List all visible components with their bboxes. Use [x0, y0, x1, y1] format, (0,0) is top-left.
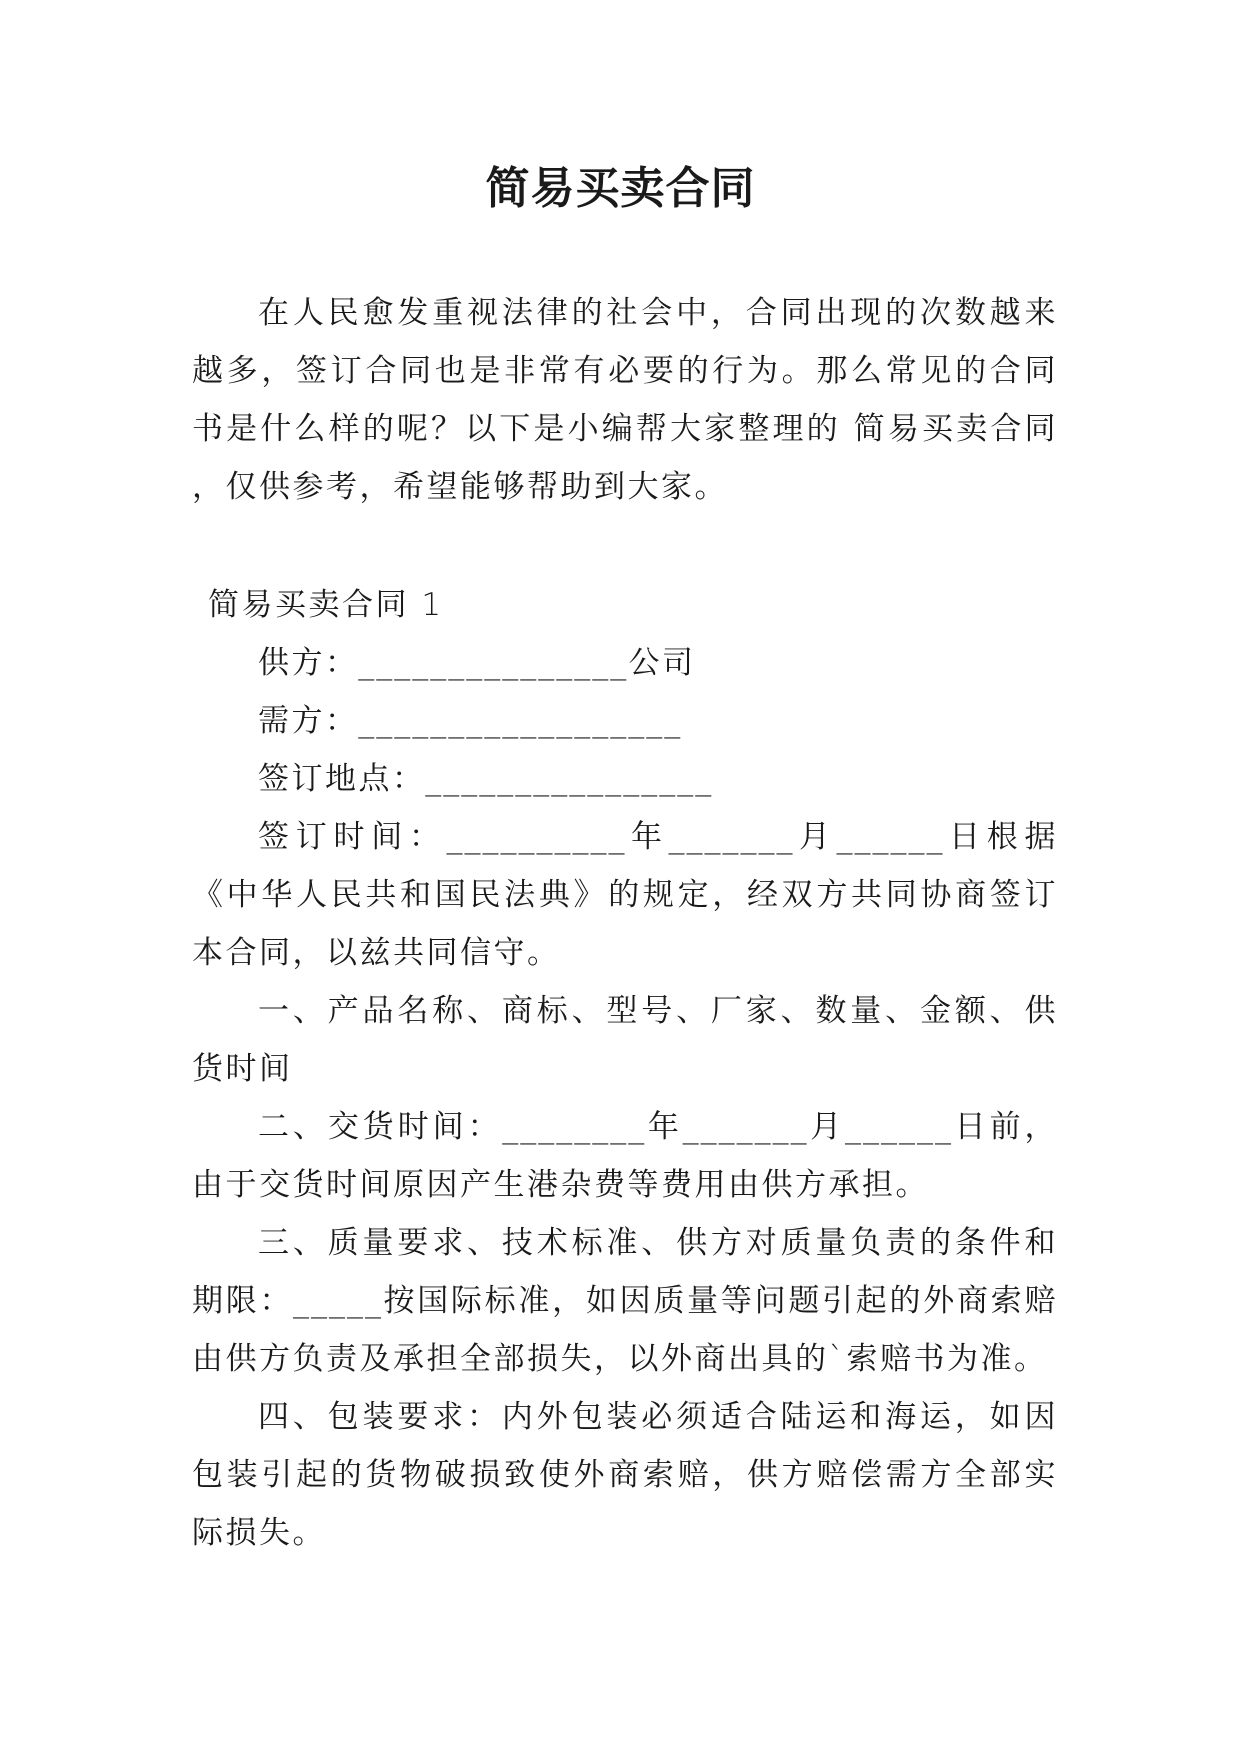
buyer-line: 需方：__________________ — [258, 703, 683, 739]
signing-time-paragraph: 签订时间：__________年_______月______日根据《中华人民共和国民法典》的规定，经双方共同协商签订本合同，以兹共同信守。 — [192, 819, 1058, 971]
contract-section — [192, 576, 1058, 1562]
intro-paragraph: 在人民愈发重视法律的社会中，合同出现的次数越来越多，签订合同也是非常有必要的行为。那么常见的合同书是什么样的呢？以下是小编帮大家整理的 简易买卖合同 ，仅供参考，希望能够帮助到大家。 — [192, 295, 1058, 505]
contract-heading: 简易买卖合同 1 — [208, 587, 444, 623]
document-title: 简易买卖合同 — [485, 163, 756, 214]
clause-4-paragraph: 四、包装要求：内外包装必须适合陆运和海运，如因包装引起的货物破损致使外商索赔，供方赔偿需方全部实际损失。 — [192, 1399, 1058, 1551]
supplier-line: 供方：_______________公司 — [258, 645, 696, 681]
clause-3-paragraph: 三、质量要求、技术标准、供方对质量负责的条件和期限：_____按国际标准，如因质量等问题引起的外商索赔由供方负责及承担全部损失，以外商出具的`索赔书为准。 — [192, 1225, 1058, 1377]
signing-place-line: 签订地点：________________ — [258, 761, 714, 797]
intro-section — [192, 284, 1058, 516]
clause-1-paragraph: 一、产品名称、商标、型号、厂家、数量、金额、供货时间 — [192, 993, 1058, 1087]
clause-2-paragraph: 二、交货时间：________年_______月______日前，由于交货时间原因产生港杂费等费用由供方承担。 — [192, 1109, 1058, 1203]
